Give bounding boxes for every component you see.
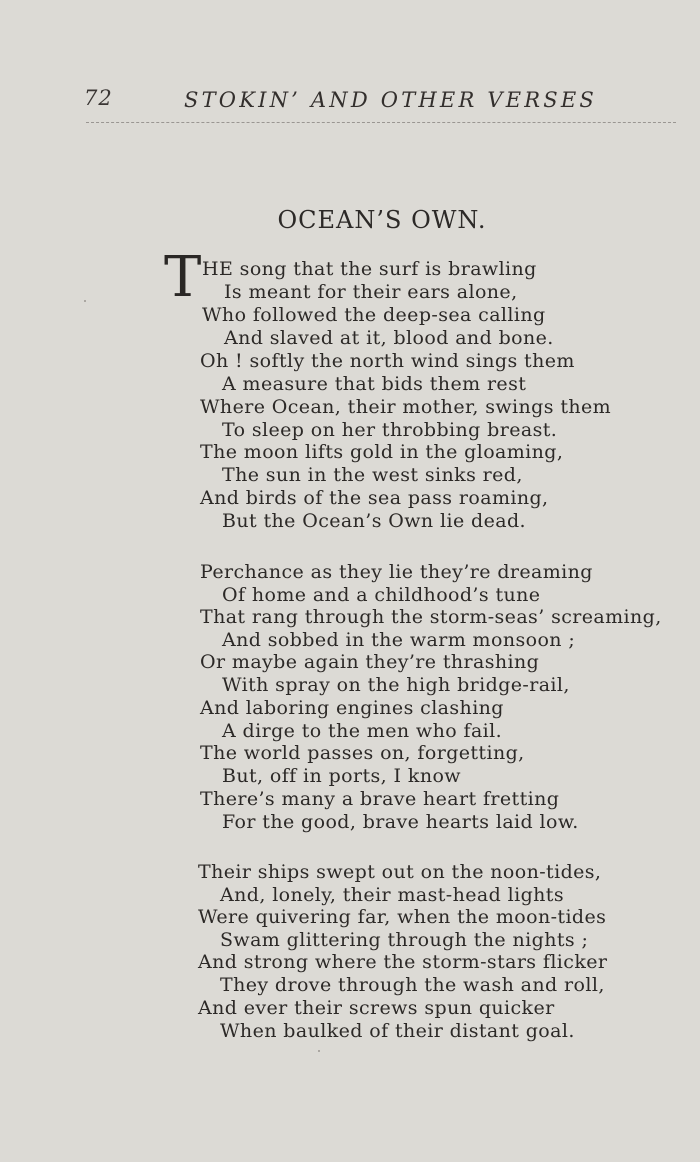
drop-cap: T <box>164 245 202 310</box>
header-rule <box>86 122 676 123</box>
poem-line: And strong where the storm-stars flicker <box>198 951 608 973</box>
poem-line: Their ships swept out on the noon-tides, <box>198 861 602 883</box>
paper-speck <box>84 300 86 302</box>
poem-line: There’s many a brave heart fretting <box>200 788 560 810</box>
poem-line: Perchance as they lie they’re dreaming <box>200 561 593 583</box>
poem-line: And birds of the sea pass roaming, <box>200 487 549 509</box>
poem-line: With spray on the high bridge-rail, <box>222 674 570 696</box>
poem-line: Or maybe again they’re thrashing <box>200 651 540 673</box>
poem-line: Were quivering far, when the moon-tides <box>198 906 607 928</box>
poem-line: And slaved at it, blood and bone. <box>224 327 554 349</box>
poem-line: Who followed the deep-sea calling <box>202 304 546 326</box>
poem-line: But the Ocean’s Own lie dead. <box>222 510 526 532</box>
poem-line: And laboring engines clashing <box>200 697 504 719</box>
poem-line: Oh ! softly the north wind sings them <box>200 350 575 372</box>
paper-speck <box>318 1050 320 1052</box>
poem-line: Swam glittering through the nights ; <box>220 929 589 951</box>
poem-title: OCEAN’S OWN. <box>277 206 487 234</box>
poem-line: For the good, brave hearts laid low. <box>222 811 579 833</box>
poem-line: A dirge to the men who fail. <box>222 720 503 742</box>
running-head: STOKIN’ AND OTHER VERSES <box>184 88 597 112</box>
poem-line: Is meant for their ears alone, <box>224 281 518 303</box>
poem-line: But, off in ports, I know <box>222 765 461 787</box>
poem-line: To sleep on her throbbing breast. <box>222 419 558 441</box>
poem-line: And ever their screws spun quicker <box>198 997 555 1019</box>
poem-line: The sun in the west sinks red, <box>222 464 523 486</box>
poem-line: A measure that bids them rest <box>222 373 527 395</box>
poem-line: They drove through the wash and roll, <box>220 974 605 996</box>
poem-line: When baulked of their distant goal. <box>220 1020 575 1042</box>
poem-line: That rang through the storm-seas’ screaming, <box>200 606 662 628</box>
poem-line: Of home and a childhood’s tune <box>222 584 541 606</box>
poem-line: The world passes on, forgetting, <box>200 742 525 764</box>
poem-line: And sobbed in the warm monsoon ; <box>222 629 576 651</box>
poem-line: The moon lifts gold in the gloaming, <box>200 441 564 463</box>
poem-line: HE song that the surf is brawling <box>202 258 537 280</box>
poem-line: And, lonely, their mast-head lights <box>220 884 564 906</box>
page-number: 72 <box>84 86 113 110</box>
poem-line: Where Ocean, their mother, swings them <box>200 396 612 418</box>
